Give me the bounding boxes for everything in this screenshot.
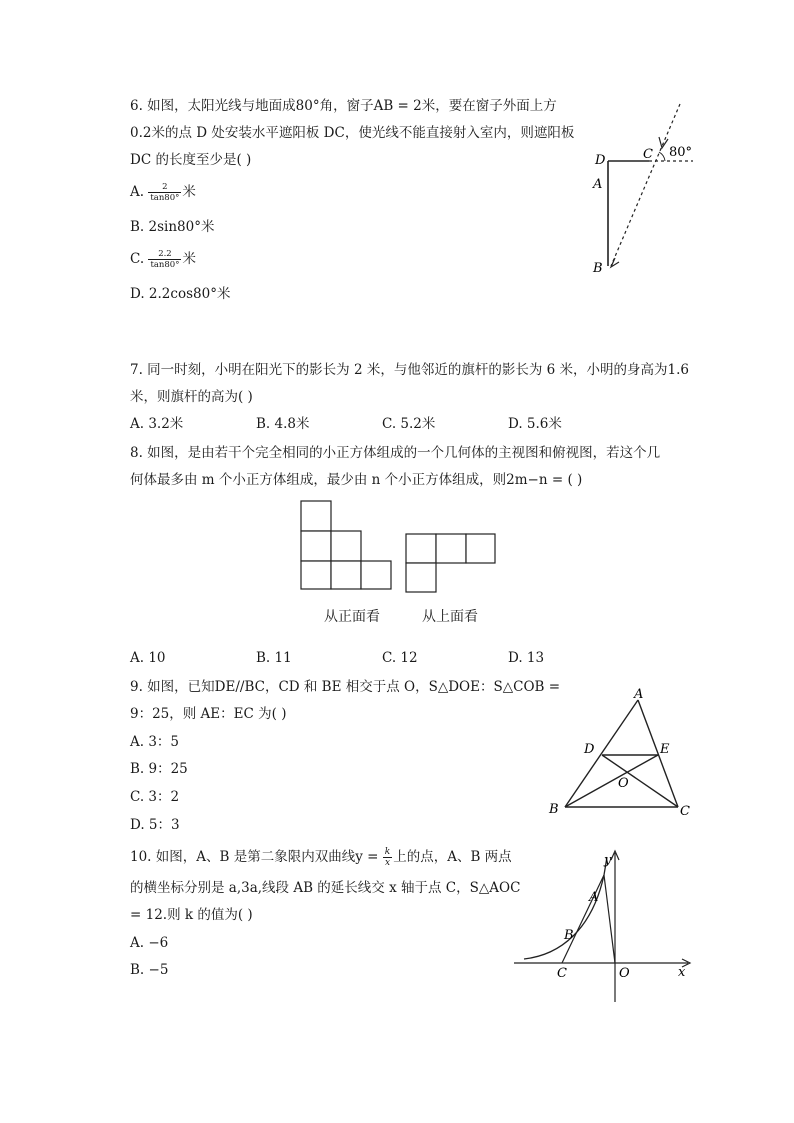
- label-a: A: [593, 177, 603, 192]
- hyperbola-curve: [524, 857, 607, 959]
- q9-option-c: C. 3：2: [130, 789, 180, 805]
- ray-arrow-top: [659, 137, 668, 148]
- q6-option-a: A. $\frac{2}{\tan 80^\circ}$ 米: [130, 182, 196, 203]
- q8-option-c: C. 12: [382, 650, 418, 666]
- q8-front-view: [300, 500, 400, 595]
- label-o: O: [618, 776, 629, 791]
- q7-line-1: 7. 同一时刻，小明在阳光下的影长为 2 米，与他邻近的旗杆的影长为 6 米，小明的身高为1.6: [130, 362, 689, 378]
- q9-option-a: A. 3：5: [130, 734, 180, 750]
- ray-arrow-bottom: [611, 258, 619, 267]
- q8-top-label: 从上面看: [422, 609, 478, 625]
- q6-line-1: 6. 如图，太阳光线与地面成80°角，窗子AB = 2米，要在窗子外面上方: [130, 98, 557, 114]
- q8-top-view: [405, 533, 500, 598]
- angle-arc: [659, 152, 665, 161]
- label-c: C: [680, 804, 690, 819]
- q9-line-1: 9. 如图，已知DE//BC，CD 和 BE 相交于点 O，S△DOE：S△COB =: [130, 679, 561, 695]
- q7-option-b: B. 4.8米: [256, 416, 310, 432]
- label-o: O: [619, 966, 630, 981]
- label-c: C: [643, 147, 653, 162]
- q9-line-2: 9：25，则 AE：EC 为( ): [130, 706, 287, 722]
- q8-option-b: B. 11: [256, 650, 292, 666]
- q8-line-2: 何体最多由 m 个小正方体组成，最少由 n 个小正方体组成，则2m−n = ( ): [130, 472, 583, 488]
- label-b: B: [593, 261, 603, 276]
- segment-dc: [602, 755, 678, 807]
- q9-option-d: D. 5：3: [130, 817, 180, 833]
- line-ao: [604, 875, 615, 963]
- q6-option-d: D. 2.2cos80°米: [130, 286, 231, 302]
- line-ac: [562, 875, 604, 963]
- q6-option-a-fraction: $\frac{2}{\tan 80^\circ}$: [150, 182, 180, 203]
- q6-option-c: C. $\frac{2.2}{\tan 80^\circ}$ 米: [130, 249, 196, 270]
- q10-k-over-x-fraction: $\frac{k}{x}$: [384, 847, 391, 868]
- q7-option-a: A. 3.2米: [130, 416, 184, 432]
- label-a: A: [589, 890, 599, 905]
- label-c: C: [557, 966, 567, 981]
- q7-option-d: D. 5.6米: [508, 416, 562, 432]
- sun-ray: [611, 104, 680, 266]
- segment-be: [565, 755, 658, 807]
- q8-option-d: D. 13: [508, 650, 545, 666]
- q10-line-2: 的横坐标分别是 a,3a,线段 AB 的延长线交 x 轴于点 C，S△AOC: [130, 880, 521, 896]
- q10-line-1: 10. 如图，A、B 是第二象限内双曲线y = $\frac{k}{x}$ 上的点，A、B 两点: [130, 847, 512, 868]
- q7-option-c: C. 5.2米: [382, 416, 436, 432]
- q10-line-3: = 12.则 k 的值为( ): [130, 907, 253, 923]
- label-y: y: [604, 853, 612, 868]
- label-d: D: [584, 742, 595, 757]
- label-b: B: [549, 802, 559, 817]
- q9-triangle-figure: [545, 685, 695, 820]
- label-d: D: [595, 153, 606, 168]
- label-e: E: [660, 742, 670, 757]
- side-ac: [638, 700, 678, 807]
- q6-option-c-fraction: $\frac{2.2}{\tan 80^\circ}$: [150, 249, 180, 270]
- q6-option-b: B. 2sin80°米: [130, 219, 215, 235]
- label-x: x: [678, 965, 686, 980]
- q6-figure: [585, 100, 705, 280]
- label-b: B: [564, 928, 574, 943]
- q8-option-a: A. 10: [130, 650, 166, 666]
- q7-line-2: 米，则旗杆的高为( ): [130, 389, 253, 405]
- label-a: A: [634, 687, 644, 702]
- q10-hyperbola-figure: [510, 845, 695, 1005]
- q8-line-1: 8. 如图，是由若干个完全相同的小正方体组成的一个几何体的主视图和俯视图，若这个几: [130, 445, 661, 461]
- q10-option-b: B. −5: [130, 962, 169, 978]
- q9-option-b: B. 9：25: [130, 761, 188, 777]
- q10-option-a: A. −6: [130, 935, 169, 951]
- q6-line-3: DC 的长度至少是( ): [130, 152, 252, 168]
- q8-front-label: 从正面看: [324, 609, 380, 625]
- q6-line-2: 0.2米的点 D 处安装水平遮阳板 DC，使光线不能直接射入室内，则遮阳板: [130, 125, 575, 141]
- label-80: 80°: [669, 145, 693, 160]
